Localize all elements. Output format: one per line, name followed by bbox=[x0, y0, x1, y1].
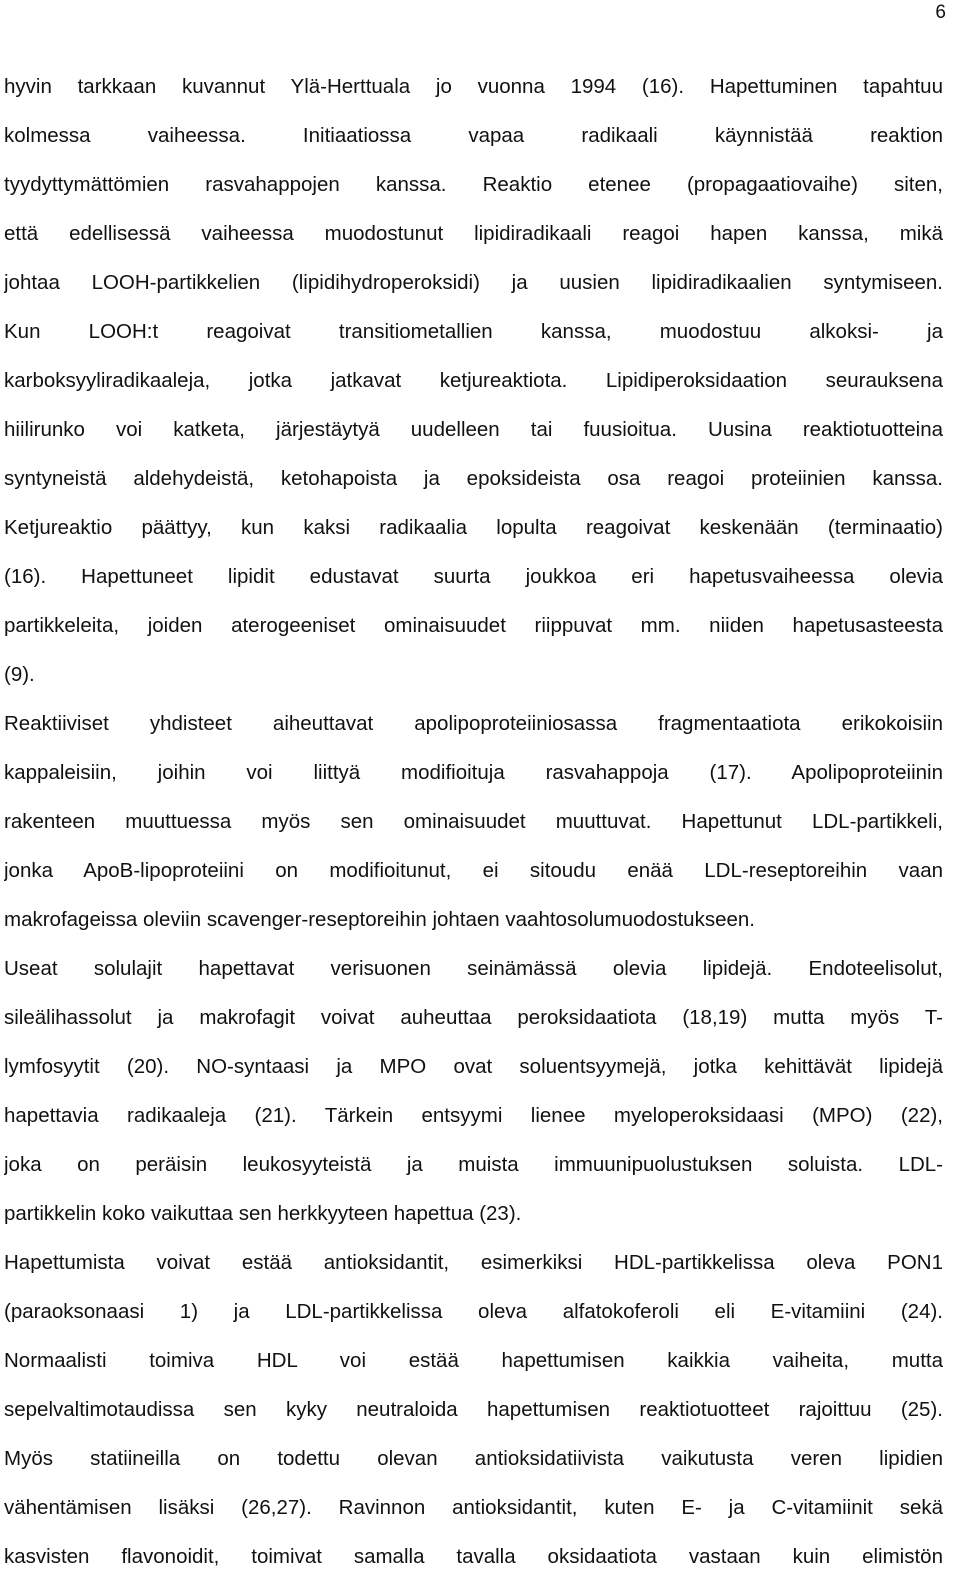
paragraph bbox=[4, 944, 943, 1238]
text-line: syntyneistä aldehydeistä, ketohapoista ja epoksideista osa reagoi proteiinien kanssa. bbox=[4, 467, 943, 490]
text-line: Reaktiiviset yhdisteet aiheuttavat apolipoproteiiniosassa fragmentaatiota erikokoisiin bbox=[4, 712, 943, 735]
text-line: hapettavia radikaaleja (21). Tärkein entsyymi lienee myeloperoksidaasi (MPO) (22), bbox=[4, 1104, 943, 1127]
text-line: lymfosyytit (20). NO-syntaasi ja MPO ovat soluentsyymejä, jotka kehittävät lipidejä bbox=[4, 1055, 943, 1078]
text-line: Ketjureaktio päättyy, kun kaksi radikaalia lopulta reagoivat keskenään (terminaatio) bbox=[4, 516, 943, 539]
text-line: hyvin tarkkaan kuvannut Ylä-Herttuala jo vuonna 1994 (16). Hapettuminen tapahtuu bbox=[4, 75, 943, 98]
text-line: partikkeleita, joiden aterogeeniset ominaisuudet riippuvat mm. niiden hapetusasteesta bbox=[4, 614, 943, 637]
text-line: (9). bbox=[4, 663, 35, 686]
text-line: tyydyttymättömien rasvahappojen kanssa. Reaktio etenee (propagaatiovaihe) siten, bbox=[4, 173, 943, 196]
text-line: että edellisessä vaiheessa muodostunut lipidiradikaali reagoi hapen kanssa, mikä bbox=[4, 222, 943, 245]
paragraph bbox=[4, 1238, 943, 1581]
text-line: (paraoksonaasi 1) ja LDL-partikkelissa oleva alfatokoferoli eli E-vitamiini (24). bbox=[4, 1300, 943, 1323]
document-body bbox=[4, 62, 943, 1581]
text-line: Normaalisti toimiva HDL voi estää hapettumisen kaikkia vaiheita, mutta bbox=[4, 1349, 943, 1372]
text-line: hiilirunko voi katketa, järjestäytyä uudelleen tai fuusioitua. Uusina reaktiotuotteina bbox=[4, 418, 943, 441]
text-line: makrofageissa oleviin scavenger-reseptoreihin johtaen vaahtosolumuodostukseen. bbox=[4, 908, 755, 931]
text-line: sileälihassolut ja makrofagit voivat auheuttaa peroksidaatiota (18,19) mutta myös T- bbox=[4, 1006, 943, 1029]
text-line: johtaa LOOH-partikkelien (lipidihydroperoksidi) ja uusien lipidiradikaalien syntymiseen. bbox=[4, 271, 943, 294]
text-line: jonka ApoB-lipoproteiini on modifioitunut, ei sitoudu enää LDL-reseptoreihin vaan bbox=[4, 859, 943, 882]
text-line: (16). Hapettuneet lipidit edustavat suurta joukkoa eri hapetusvaiheessa olevia bbox=[4, 565, 943, 588]
text-line: vähentämisen lisäksi (26,27). Ravinnon antioksidantit, kuten E- ja C-vitamiinit sekä bbox=[4, 1496, 943, 1519]
text-line: Myös statiineilla on todettu olevan antioksidatiivista vaikutusta veren lipidien bbox=[4, 1447, 943, 1470]
paragraph bbox=[4, 62, 943, 699]
text-line: kasvisten flavonoidit, toimivat samalla tavalla oksidaatiota vastaan kuin elimistön bbox=[4, 1545, 943, 1568]
text-line: partikkelin koko vaikuttaa sen herkkyyteen hapettua (23). bbox=[4, 1202, 522, 1225]
page-number: 6 bbox=[935, 2, 946, 23]
text-line: karboksyyliradikaaleja, jotka jatkavat ketjureaktiota. Lipidiperoksidaation seurauksena bbox=[4, 369, 943, 392]
text-line: sepelvaltimotaudissa sen kyky neutraloida hapettumisen reaktiotuotteet rajoittuu (25). bbox=[4, 1398, 943, 1421]
text-line: Useat solulajit hapettavat verisuonen seinämässä olevia lipidejä. Endoteelisolut, bbox=[4, 957, 943, 980]
text-line: Hapettumista voivat estää antioksidantit, esimerkiksi HDL-partikkelissa oleva PON1 bbox=[4, 1251, 943, 1274]
text-line: rakenteen muuttuessa myös sen ominaisuudet muuttuvat. Hapettunut LDL-partikkeli, bbox=[4, 810, 943, 833]
paragraph bbox=[4, 699, 943, 944]
text-line: kolmessa vaiheessa. Initiaatiossa vapaa radikaali käynnistää reaktion bbox=[4, 124, 943, 147]
text-line: kappaleisiin, joihin voi liittyä modifioituja rasvahappoja (17). Apolipoproteiinin bbox=[4, 761, 943, 784]
text-line: joka on peräisin leukosyyteistä ja muista immuunipuolustuksen soluista. LDL- bbox=[4, 1153, 943, 1176]
text-line: Kun LOOH:t reagoivat transitiometallien kanssa, muodostuu alkoksi- ja bbox=[4, 320, 943, 343]
